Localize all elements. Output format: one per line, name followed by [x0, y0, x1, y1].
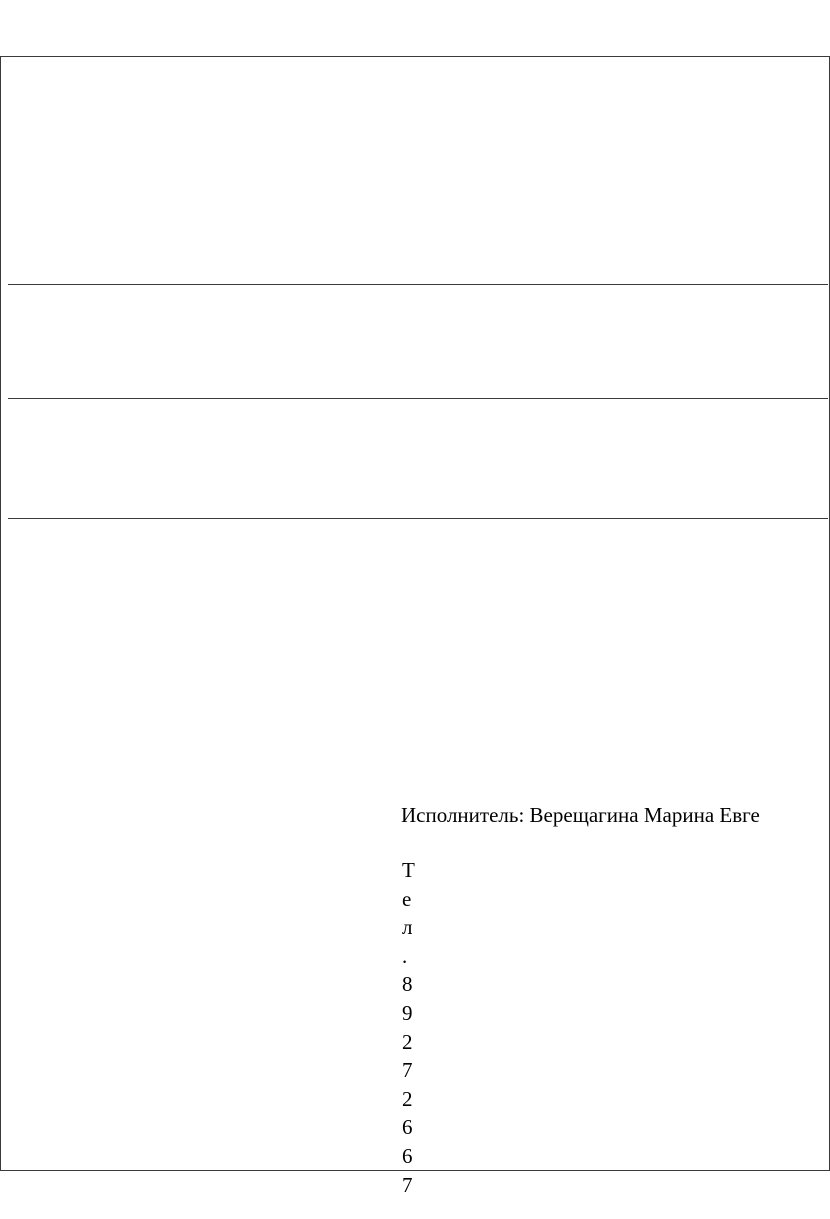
phone-char: 2 — [402, 1086, 413, 1111]
phone-char: Т — [402, 858, 415, 882]
phone-char: 2 — [402, 1029, 413, 1054]
phone-char: 7 — [402, 1058, 413, 1083]
phone-char: 8 — [402, 972, 413, 997]
phone-char: е — [402, 886, 412, 911]
phone-char: 7 — [402, 1172, 413, 1197]
phone-char: 6 — [402, 1143, 413, 1168]
content-area — [0, 56, 816, 1197]
performer-line: Исполнитель: Верещагина Марина Евге — [401, 803, 760, 827]
phone-char: л — [402, 915, 413, 940]
phone-char: . — [402, 943, 408, 968]
phone-char: 6 — [402, 1115, 413, 1140]
phone-char: 9 — [402, 1000, 413, 1025]
phone-number-column — [402, 856, 422, 1199]
